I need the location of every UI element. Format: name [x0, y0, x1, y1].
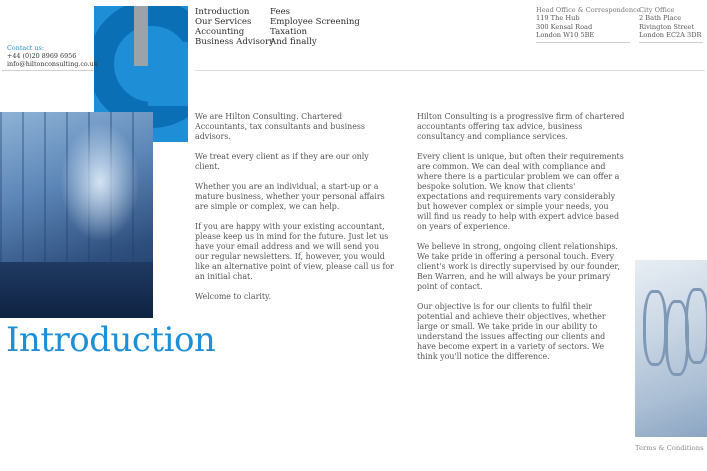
intro-paragraph: We are Hilton Consulting. Chartered Accountants, tax consultants and business advisors.: [195, 112, 365, 141]
head-office-line: London W10 5BE: [536, 31, 595, 40]
about-paragraph: Our objective is for our clients to fulfil their potential and achieve their objectives, whether large or small. We take pride in our ability to understand the issues affecting our clients and have become expert in a variety of sectors. We think you'll notice the difference.: [417, 302, 606, 361]
city-office-line: 2 Bath Place: [639, 14, 682, 23]
nav-employee-screening[interactable]: Employee Screening: [270, 17, 360, 27]
office-photo: [0, 112, 153, 318]
city-office-line: London EC2A 3DR: [639, 31, 702, 40]
about-paragraph: We believe in strong, ongoing client relationships. We take pride in offering a personal touch. Every client's work is directly supervised by our founder, Ben Warren, and he will always be your primary point of contact.: [417, 242, 620, 291]
content-column-1: [195, 112, 395, 312]
about-paragraph: Every client is unique, but often their requirements are common. We can deal with compliance and where there is a particular problem we can offer a bespoke solution. We know that clients' expectations and requirements vary considerably but however complex or simple your needs, you will find us ready to help with expert advice based on years of experience.: [417, 152, 624, 231]
contact-email-link[interactable]: info@hiltonconsulting.co.uk: [7, 60, 98, 69]
about-paragraph: Hilton Consulting is a progressive firm of chartered accountants offering tax advice, business consultancy and compliance services.: [417, 112, 625, 141]
nav-our-services[interactable]: Our Services: [195, 17, 252, 27]
photo-shape: [685, 288, 707, 364]
contact-phone: +44 (0)20 8969 6956: [7, 52, 77, 61]
city-office-title: City Office: [639, 6, 675, 14]
head-office-line: 119 The Hub: [536, 14, 580, 23]
content-column-2: [417, 112, 625, 372]
contact-divider: [2, 70, 94, 71]
intro-paragraph: Whether you are an individual, a start-up or a mature business, whether your personal affairs are simple or complex, we can help.: [195, 182, 385, 211]
head-office-line: 300 Kensal Road: [536, 22, 593, 31]
photo-shape: [643, 290, 667, 366]
contact-block: [7, 44, 98, 69]
header-divider: [195, 70, 705, 71]
intro-paragraph: We treat every client as if they are our only client.: [195, 152, 369, 171]
nav-taxation[interactable]: Taxation: [270, 27, 308, 37]
photo-light-shape: [60, 122, 140, 242]
page-title: Introduction: [6, 320, 216, 360]
city-office-address: [639, 6, 703, 43]
logo-bar-shape: [134, 6, 148, 66]
photo-desk-shape: [0, 262, 153, 318]
terms-conditions-link[interactable]: Terms & Conditions: [635, 444, 704, 452]
nav-accounting[interactable]: Accounting: [195, 27, 245, 37]
decorative-photo: [635, 260, 707, 437]
nav-and-finally[interactable]: And finally: [270, 37, 317, 47]
intro-paragraph: Welcome to clarity.: [195, 292, 271, 301]
head-office-address: [536, 6, 641, 43]
city-office-line: Rivington Street: [639, 22, 695, 31]
nav-business-advisory[interactable]: Business Advisory: [195, 37, 275, 47]
main-nav-column-2: [270, 7, 360, 47]
intro-paragraph: If you are happy with your existing accountant, please keep us in mind for the future. Just let us have your email address and we will send you our regular newsletters. If, however, you would like an alternative point of view, please call us for an initial chat.: [195, 222, 394, 281]
main-nav-column-1: [195, 7, 274, 47]
contact-label: Contact us:: [7, 44, 44, 52]
logo-cut-shape: [148, 42, 188, 106]
head-office-title: Head Office & Correspondence: [536, 6, 641, 14]
nav-introduction[interactable]: Introduction: [195, 7, 250, 17]
nav-fees[interactable]: Fees: [270, 7, 291, 17]
